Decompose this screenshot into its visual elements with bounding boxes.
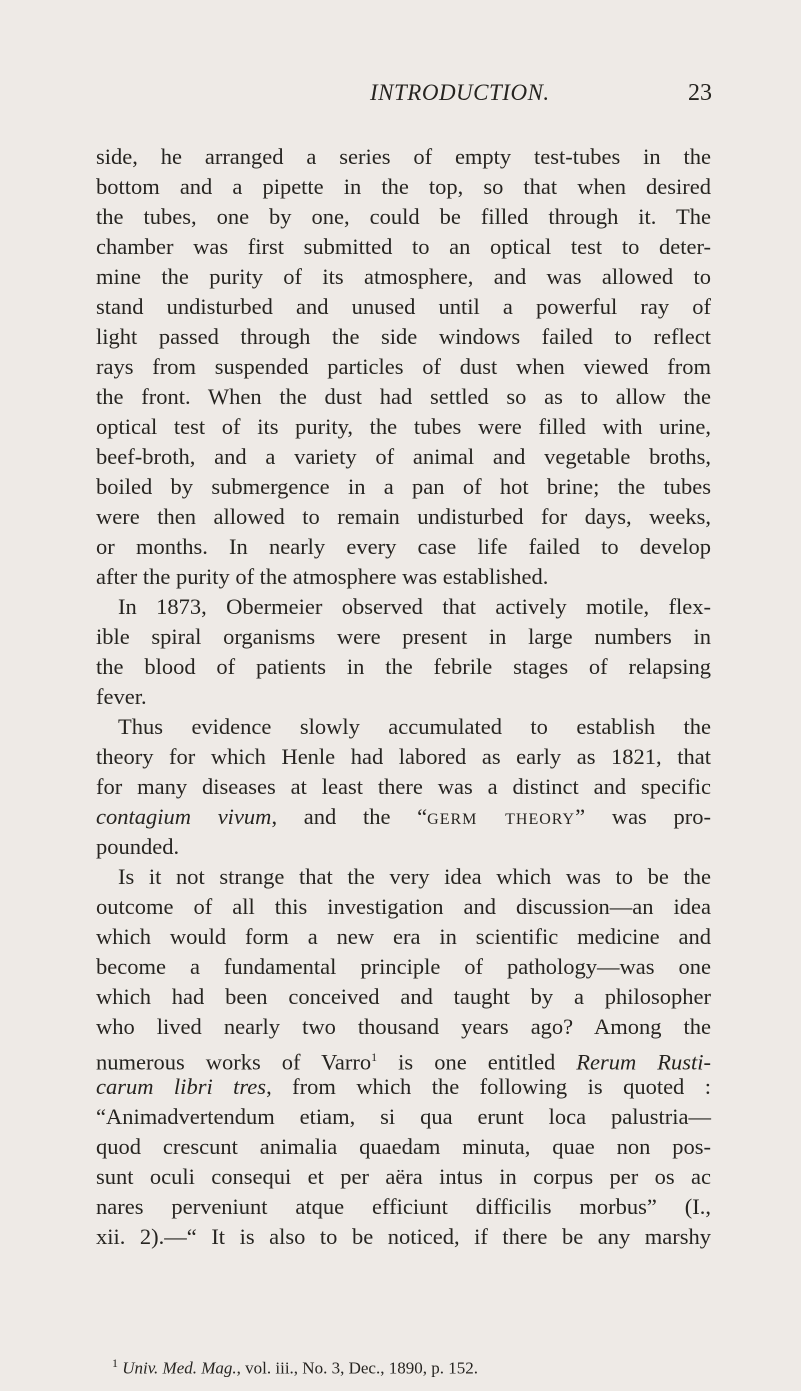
- text-line: the tubes, one by one, could be filled through it. The: [96, 204, 711, 229]
- text-line: Thus evidence slowly accumulated to establish the: [118, 714, 711, 739]
- text-line: rays from suspended particles of dust when viewed from: [96, 354, 711, 379]
- text-line: mine the purity of its atmosphere, and was allowed to: [96, 264, 711, 289]
- running-head: INTRODUCTION.: [370, 80, 550, 105]
- body-text: [96, 142, 711, 1252]
- text-line: xii. 2).—“ It is also to be noticed, if there be any marshy: [96, 1224, 711, 1249]
- text-line: quod crescunt animalia quaedam minuta, quae non pos-: [96, 1134, 711, 1159]
- footnote-source: Univ. Med. Mag.: [122, 1358, 237, 1378]
- germ-theory-term: germ theory: [427, 804, 576, 829]
- text-line: who lived nearly two thousand years ago? Among the: [96, 1014, 711, 1039]
- text-line: Is it not strange that the very idea which was to be the: [118, 864, 711, 889]
- latin-term: contagium vivum: [96, 804, 272, 829]
- text-span: ” was pro-: [575, 804, 712, 829]
- text-span: , from which the following is quoted :: [266, 1074, 712, 1099]
- footnote-marker: 1: [112, 1356, 118, 1370]
- text-span: is one entitled: [377, 1049, 577, 1075]
- text-line: or months. In nearly every case life failed to develop: [96, 534, 711, 559]
- text-line: outcome of all this investigation and discussion—an idea: [96, 894, 711, 919]
- text-line: the front. When the dust had settled so as to allow the: [96, 384, 711, 409]
- text-line: become a fundamental principle of pathology—was one: [96, 954, 711, 979]
- text-line: after the purity of the atmosphere was established.: [96, 564, 549, 589]
- text-line: “Animadvertendum etiam, si qua erunt loca palustria—: [96, 1104, 711, 1129]
- text-line: [96, 1042, 711, 1075]
- text-line: In 1873, Obermeier observed that actively motile, flex-: [118, 594, 711, 619]
- text-line: nares perveniunt atque efficiunt difficilis morbus” (I.,: [96, 1194, 711, 1219]
- text-line: [96, 1072, 711, 1102]
- text-line: side, he arranged a series of empty test-tubes in the: [96, 144, 711, 169]
- text-span: numerous works of Varro: [96, 1049, 372, 1075]
- footnote: [112, 1352, 712, 1380]
- text-line: which had been conceived and taught by a philosopher: [96, 984, 711, 1009]
- text-line: light passed through the side windows failed to reflect: [96, 324, 711, 349]
- text-line: for many diseases at least there was a distinct and specific: [96, 774, 711, 799]
- book-title: Rerum Rusti-: [576, 1049, 711, 1075]
- text-line: boiled by submergence in a pan of hot brine; the tubes: [96, 474, 711, 499]
- text-line: optical test of its purity, the tubes were filled with urine,: [96, 414, 711, 439]
- text-line: beef-broth, and a variety of animal and vegetable broths,: [96, 444, 711, 469]
- text-span: , and the “: [271, 804, 428, 829]
- text-line: sunt oculi consequi et per aëra intus in corpus per os ac: [96, 1164, 711, 1189]
- page-number: 23: [688, 80, 712, 106]
- text-line: stand undisturbed and unused until a powerful ray of: [96, 294, 711, 319]
- footnote-details: , vol. iii., No. 3, Dec., 1890, p. 152.: [236, 1358, 478, 1378]
- text-line: pounded.: [96, 834, 180, 859]
- text-line: chamber was first submitted to an optical test to deter-: [96, 234, 711, 259]
- page-header: [0, 80, 801, 114]
- book-title: carum libri tres: [96, 1074, 267, 1099]
- footnote-marker: 1: [371, 1050, 378, 1064]
- text-line: [96, 802, 711, 832]
- text-line: theory for which Henle had labored as early as 1821, that: [96, 744, 711, 769]
- text-line: which would form a new era in scientific medicine and: [96, 924, 711, 949]
- text-line: were then allowed to remain undisturbed for days, weeks,: [96, 504, 711, 529]
- text-line: bottom and a pipette in the top, so that when desired: [96, 174, 711, 199]
- text-line: ible spiral organisms were present in large numbers in: [96, 624, 711, 649]
- text-line: fever.: [96, 684, 147, 709]
- text-line: the blood of patients in the febrile stages of relapsing: [96, 654, 711, 679]
